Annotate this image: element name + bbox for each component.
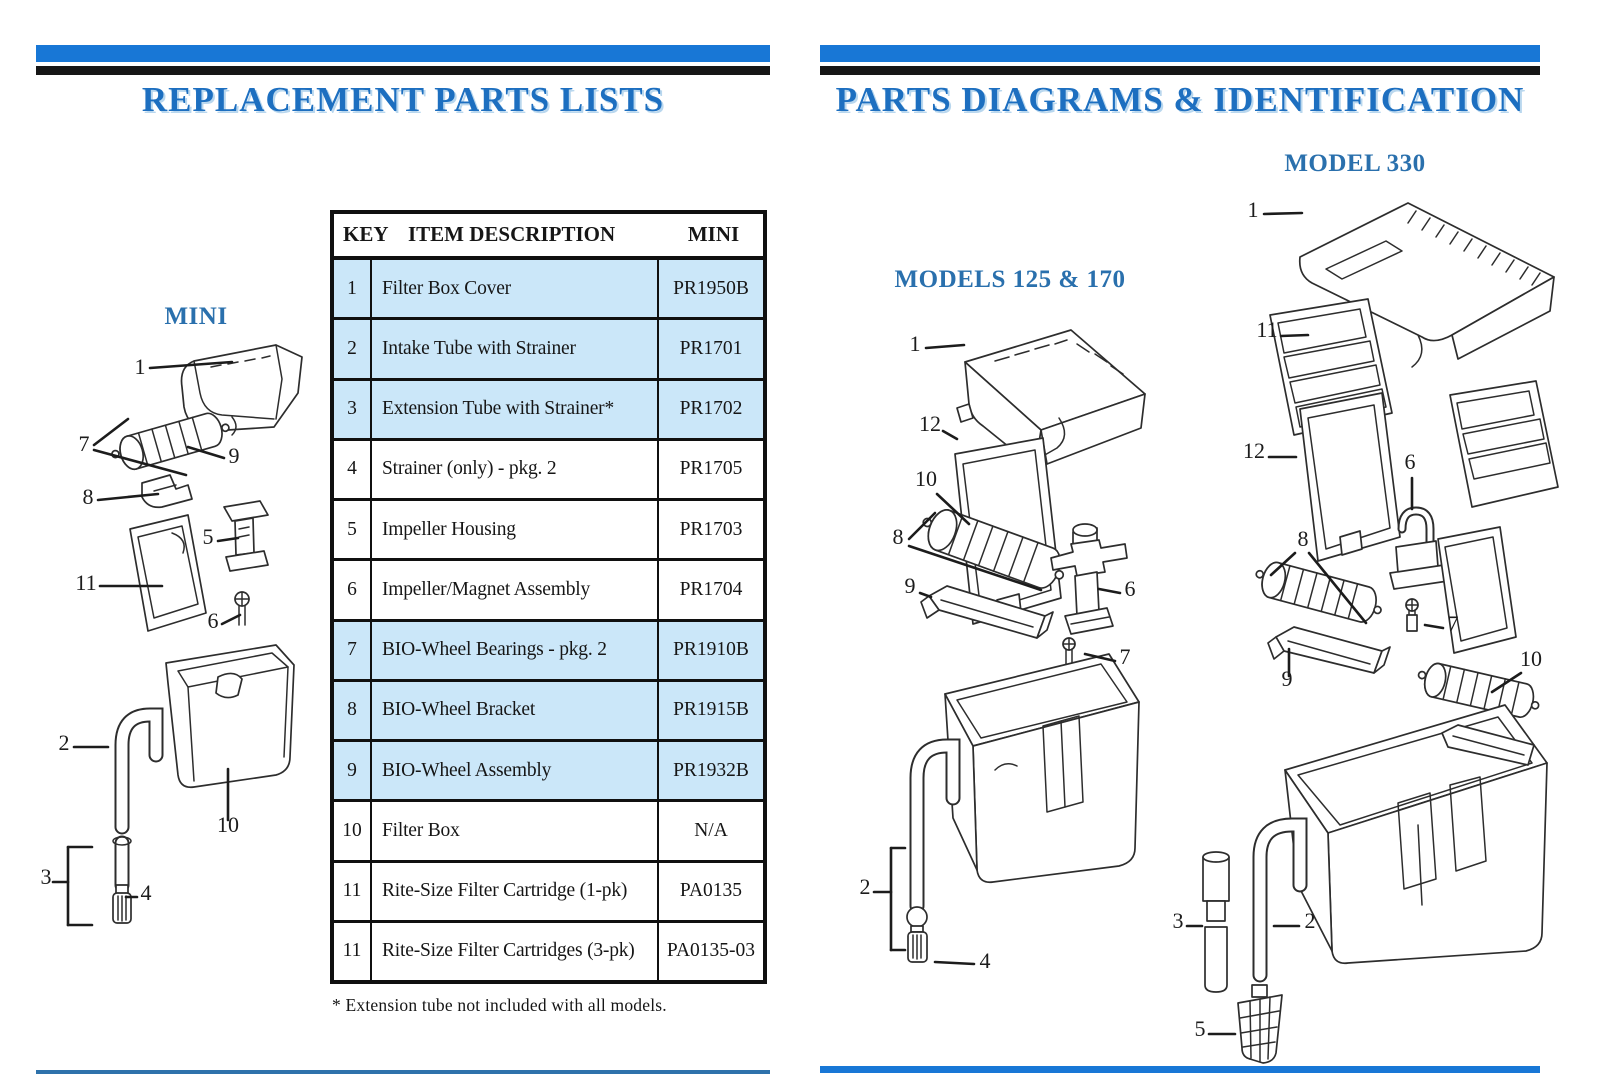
models-125-170-exploded-diagram (845, 300, 1175, 1020)
parts-table (330, 210, 767, 984)
callout-label-9: 9 (904, 573, 916, 598)
cell-part-number: PA0135-03 (657, 923, 763, 980)
callout-leader-1 (1264, 213, 1302, 214)
callout-label-3: 3 (40, 864, 52, 889)
callout-label-12: 12 (919, 411, 941, 436)
mini-intake-tube-drawing (122, 715, 156, 827)
callout-label-11: 11 (75, 570, 97, 595)
mini-extension-tube-strainer-drawing (113, 837, 131, 923)
callout-label-5: 5 (202, 524, 214, 549)
column-header-mini: MINI (687, 222, 740, 246)
right-footer-rule (820, 1066, 1540, 1073)
cell-part-number: PR1701 (657, 320, 763, 377)
cell-description: Intake Tube with Strainer (382, 337, 576, 359)
mini-bio-wheel-bracket-drawing (142, 475, 192, 507)
m330-bio-wheel-left-drawing (1251, 558, 1386, 626)
mini-diagram-title: MINI (164, 303, 228, 330)
table-row (334, 923, 763, 980)
mini-filter-box-drawing (166, 645, 294, 787)
table-row (334, 320, 763, 380)
mini-exploded-diagram (36, 295, 330, 1010)
callout-label-4: 4 (140, 880, 152, 905)
table-row (334, 863, 763, 923)
callout-label-6: 6 (207, 608, 219, 633)
callout-label-8: 8 (892, 524, 904, 549)
parts-table-header (334, 214, 763, 260)
left-header-blue-bar (36, 45, 770, 62)
cell-part-number: PR1702 (657, 381, 763, 438)
cell-key: 4 (334, 441, 372, 498)
mini-impeller-drawing (235, 592, 249, 625)
callout-leader-7 (1425, 625, 1443, 628)
table-row (334, 802, 763, 862)
m330-back-panel-drawing (1297, 393, 1400, 561)
callout-leader-6 (222, 615, 240, 624)
table-row (334, 441, 763, 501)
table-footnote: * Extension tube not included with all models. (332, 995, 667, 1015)
callout-leader-6 (1099, 589, 1120, 593)
callout-label-10: 10 (217, 812, 239, 837)
column-header-key: KEY (343, 222, 389, 246)
m330-strainer-basket-drawing (1238, 985, 1282, 1063)
table-row (334, 561, 763, 621)
cell-part-number: PA0135 (657, 863, 763, 920)
right-page-title: PARTS DIAGRAMS & IDENTIFICATION (835, 80, 1525, 119)
cell-description: BIO-Wheel Bearings - pkg. 2 (382, 639, 607, 661)
callout-leader-1 (926, 345, 964, 348)
cell-description: Extension Tube with Strainer* (382, 398, 614, 420)
table-row (334, 381, 763, 441)
cell-key: 3 (334, 381, 372, 438)
cell-description: Rite-Size Filter Cartridge (1-pk) (382, 880, 628, 902)
callout-label-6: 6 (1124, 576, 1136, 601)
column-header-item-description: ITEM DESCRIPTION (408, 222, 616, 246)
callout-leader-4 (935, 962, 974, 964)
m330-extension-tube-drawing (1203, 852, 1229, 992)
cell-key: 9 (334, 742, 372, 799)
cell-description: Filter Box (382, 819, 460, 841)
table-row (334, 501, 763, 561)
cell-part-number: PR1932B (657, 742, 763, 799)
cell-description: BIO-Wheel Bracket (382, 699, 536, 721)
callout-label-7: 7 (78, 431, 90, 456)
models-125-170-title: MODELS 125 & 170 (894, 266, 1126, 293)
callout-label-2: 2 (1304, 908, 1316, 933)
callout-label-3: 3 (1172, 908, 1184, 933)
callout-label-1: 1 (1247, 197, 1259, 222)
m330-cartridge-right-drawing (1450, 381, 1558, 507)
m125-intake-tube-drawing (907, 746, 953, 962)
callout-label-2: 2 (859, 874, 871, 899)
callout-leader-12 (943, 431, 957, 439)
cell-part-number: PR1705 (657, 441, 763, 498)
callout-leader-11 (1281, 335, 1308, 336)
callout-label-8: 8 (1297, 526, 1309, 551)
cell-description: Rite-Size Filter Cartridges (3-pk) (382, 940, 635, 962)
cell-description: Strainer (only) - pkg. 2 (382, 458, 557, 480)
parts-table-body (334, 260, 763, 980)
model-330-title: MODEL 330 (1284, 150, 1426, 177)
m125-filter-box-drawing (945, 654, 1139, 882)
callout-label-9: 9 (228, 443, 240, 468)
callout-label-5: 5 (1194, 1016, 1206, 1041)
callout-label-1: 1 (134, 354, 146, 379)
cell-key: 8 (334, 682, 372, 739)
m330-intake-tube-drawing (1260, 825, 1300, 975)
callout-label-7: 7 (1119, 644, 1131, 669)
cell-description: BIO-Wheel Assembly (382, 759, 552, 781)
cell-key: 11 (334, 863, 372, 920)
cell-description: Filter Box Cover (382, 277, 511, 299)
cell-description: Impeller Housing (382, 518, 516, 540)
callout-label-6: 6 (1404, 449, 1416, 474)
callout-label-10: 10 (915, 466, 937, 491)
cell-key: 2 (334, 320, 372, 377)
cell-key: 5 (334, 501, 372, 558)
cell-part-number: PR1950B (657, 260, 763, 317)
callout-label-12: 12 (1243, 438, 1265, 463)
left-footer-rule (36, 1070, 770, 1074)
callout-label-8: 8 (82, 484, 94, 509)
callout-label-7: 7 (1447, 611, 1459, 636)
m125-cover-drawing (957, 330, 1145, 468)
left-page-title: REPLACEMENT PARTS LISTS (141, 80, 665, 119)
cell-part-number: PR1915B (657, 682, 763, 739)
cell-key: 11 (334, 923, 372, 980)
cell-part-number: PR1703 (657, 501, 763, 558)
cell-part-number: N/A (657, 802, 763, 859)
table-row (334, 682, 763, 742)
cell-description: Impeller/Magnet Assembly (382, 578, 591, 600)
right-header-black-bar (820, 66, 1540, 75)
table-row (334, 742, 763, 802)
table-row (334, 260, 763, 320)
cell-key: 10 (334, 802, 372, 859)
cell-part-number: PR1910B (657, 622, 763, 679)
cell-key: 6 (334, 561, 372, 618)
mini-filter-cartridge-drawing (130, 515, 206, 631)
callout-label-4: 4 (979, 948, 991, 973)
callout-label-11: 11 (1256, 317, 1278, 342)
mini-impeller-housing-drawing (224, 501, 268, 571)
callout-label-9: 9 (1281, 666, 1293, 691)
m330-impeller-drawing (1406, 599, 1418, 631)
cell-part-number: PR1704 (657, 561, 763, 618)
cell-key: 7 (334, 622, 372, 679)
left-header-black-bar (36, 66, 770, 75)
m125-impeller-housing-drawing (1051, 524, 1127, 634)
model-330-exploded-diagram (1150, 185, 1560, 1065)
table-row (334, 622, 763, 682)
cell-key: 1 (334, 260, 372, 317)
right-header-blue-bar (820, 45, 1540, 62)
callout-label-10: 10 (1520, 646, 1542, 671)
callout-label-2: 2 (58, 730, 70, 755)
callout-label-1: 1 (909, 331, 921, 356)
